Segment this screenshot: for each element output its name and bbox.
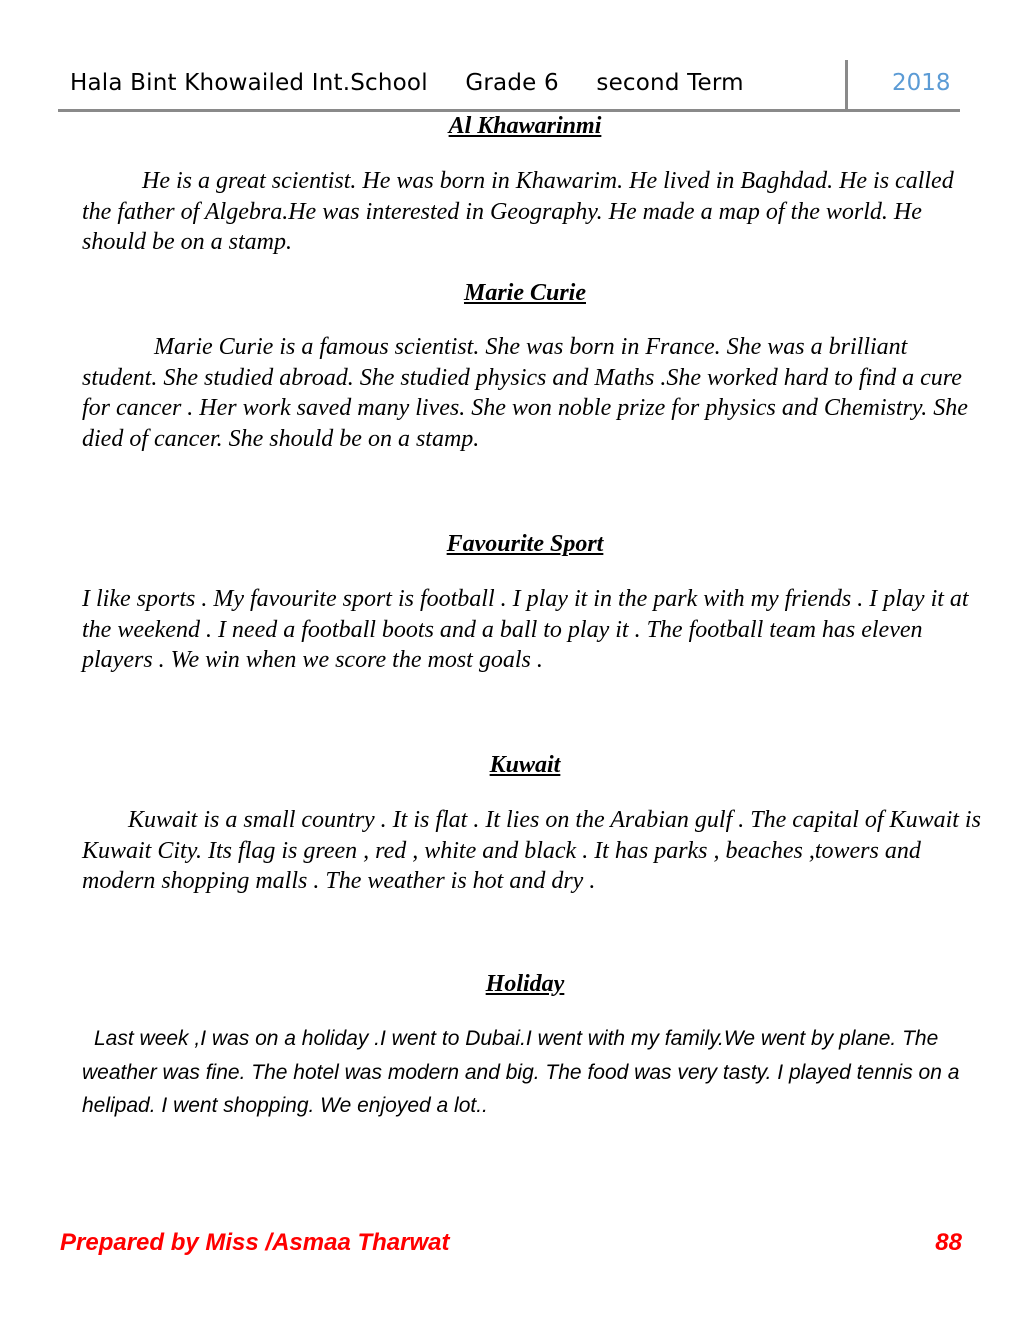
section-title-al-khawarinmi: Al Khawarinmi (448, 113, 602, 139)
page-header (60, 60, 960, 110)
header-rule (58, 109, 960, 112)
header-separator (845, 60, 848, 110)
header-info (70, 70, 744, 96)
section-title-kuwait: Kuwait (489, 752, 561, 778)
header-grade: Grade 6 (465, 70, 559, 96)
header-year: 2018 (892, 70, 951, 96)
section-text-favourite-sport: I like sports . My favourite sport is football . I play it in the park with my friends . I play it at the weekend . I need a football boots and a ball to play it . The football team has eleven players . We win when we score the most goals . (82, 586, 969, 673)
section-text-marie-curie: Marie Curie is a famous scientist. She was born in France. She was a brilliant student. She studied abroad. She studied physics and Maths .She worked hard to find a cure for cancer . Her work saved many lives. She won noble prize for physics and Chemistry. She died of cancer. She should be on a stamp. (82, 334, 968, 452)
section-text-holiday: Last week ,I was on a holiday .I went to Dubai.I went with my family.We went by plane. The weather was fine. The hotel was modern and big. The food was very tasty. I played tennis on a helipad. I went shopping. We enjoyed a lot.. (82, 1027, 960, 1117)
section-title-holiday: Holiday (485, 971, 565, 997)
header-school: Hala Bint Khowailed Int.School (70, 70, 428, 96)
section-text-al-khawarinmi: He is a great scientist. He was born in Khawarim. He lived in Baghdad. He is called the father of Algebra.He was interested in Geography. He made a map of the world. He should be on a stamp. (82, 168, 954, 255)
section-title-marie-curie: Marie Curie (463, 280, 586, 306)
header-term: second Term (596, 70, 744, 96)
footer-page-number: 88 (935, 1229, 962, 1256)
section-text-kuwait: Kuwait is a small country . It is flat . It lies on the Arabian gulf . The capital of Kuwait is Kuwait City. Its flag is green , red , white and black . It has parks , beaches ,towers and modern shopping malls . The weather is hot and dry . (82, 807, 981, 894)
footer-prepared-by: Prepared by Miss /Asmaa Tharwat (60, 1229, 450, 1256)
section-title-favourite-sport: Favourite Sport (446, 531, 604, 557)
